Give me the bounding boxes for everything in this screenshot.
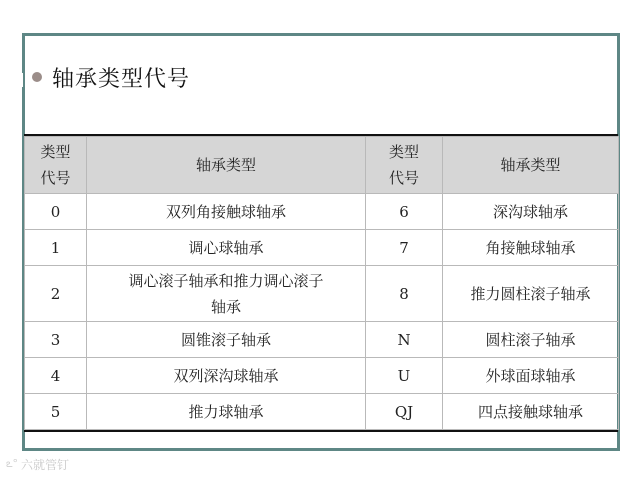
cell-code-b: N (366, 322, 443, 358)
cell-code-b: 8 (366, 266, 443, 322)
cell-type-a-line1: 调心滚子轴承和推力调心滚子 (128, 271, 324, 290)
header-code-b-line2: 代号 (388, 169, 419, 187)
cell-type-a: 双列深沟球轴承 (87, 358, 366, 394)
header-code-b-line1: 类型 (388, 143, 419, 161)
bearing-code-table (24, 136, 619, 430)
table-bottom-rule (24, 430, 618, 432)
cell-type-b: 深沟球轴承 (443, 194, 619, 230)
header-type-b: 轴承类型 (443, 137, 619, 194)
slide-heading (32, 62, 190, 92)
watermark-text: 六就管钉 (21, 458, 70, 472)
cell-code-b: 6 (366, 194, 443, 230)
cell-code-b: QJ (366, 394, 443, 430)
cell-code-b: U (366, 358, 443, 394)
cell-type-a: 双列角接触球轴承 (87, 194, 366, 230)
cell-code-b: 7 (366, 230, 443, 266)
cell-code-a: 5 (25, 394, 87, 430)
cell-type-a: 圆锥滚子轴承 (87, 322, 366, 358)
table-row (25, 358, 619, 394)
header-code-a-line2: 代号 (40, 169, 71, 187)
cell-type-b: 推力圆柱滚子轴承 (443, 266, 619, 322)
frame-notch (20, 73, 23, 87)
table-row (25, 266, 619, 322)
cell-code-a: 2 (25, 266, 87, 322)
cell-type-b: 四点接触球轴承 (443, 394, 619, 430)
cell-type-b: 外球面球轴承 (443, 358, 619, 394)
cell-type-a-line2: 轴承 (210, 297, 241, 316)
cell-type-a (87, 266, 366, 322)
table-header-row (25, 137, 619, 194)
table-row (25, 194, 619, 230)
cell-code-a: 1 (25, 230, 87, 266)
cell-type-a: 推力球轴承 (87, 394, 366, 430)
cell-code-a: 0 (25, 194, 87, 230)
circle-bullet-icon (32, 72, 42, 82)
watermark-logo-icon: ఽ° (6, 456, 18, 470)
header-type-a: 轴承类型 (87, 137, 366, 194)
page-title: 轴承类型代号 (52, 66, 191, 92)
table-row (25, 394, 619, 430)
cell-type-a: 调心球轴承 (87, 230, 366, 266)
table-row (25, 230, 619, 266)
cell-type-b: 角接触球轴承 (443, 230, 619, 266)
cell-type-b: 圆柱滚子轴承 (443, 322, 619, 358)
header-code-a-line1: 类型 (40, 143, 71, 161)
watermark (6, 456, 69, 473)
cell-code-a: 3 (25, 322, 87, 358)
header-code-a (25, 137, 87, 194)
header-code-b (366, 137, 443, 194)
cell-code-a: 4 (25, 358, 87, 394)
table-row (25, 322, 619, 358)
